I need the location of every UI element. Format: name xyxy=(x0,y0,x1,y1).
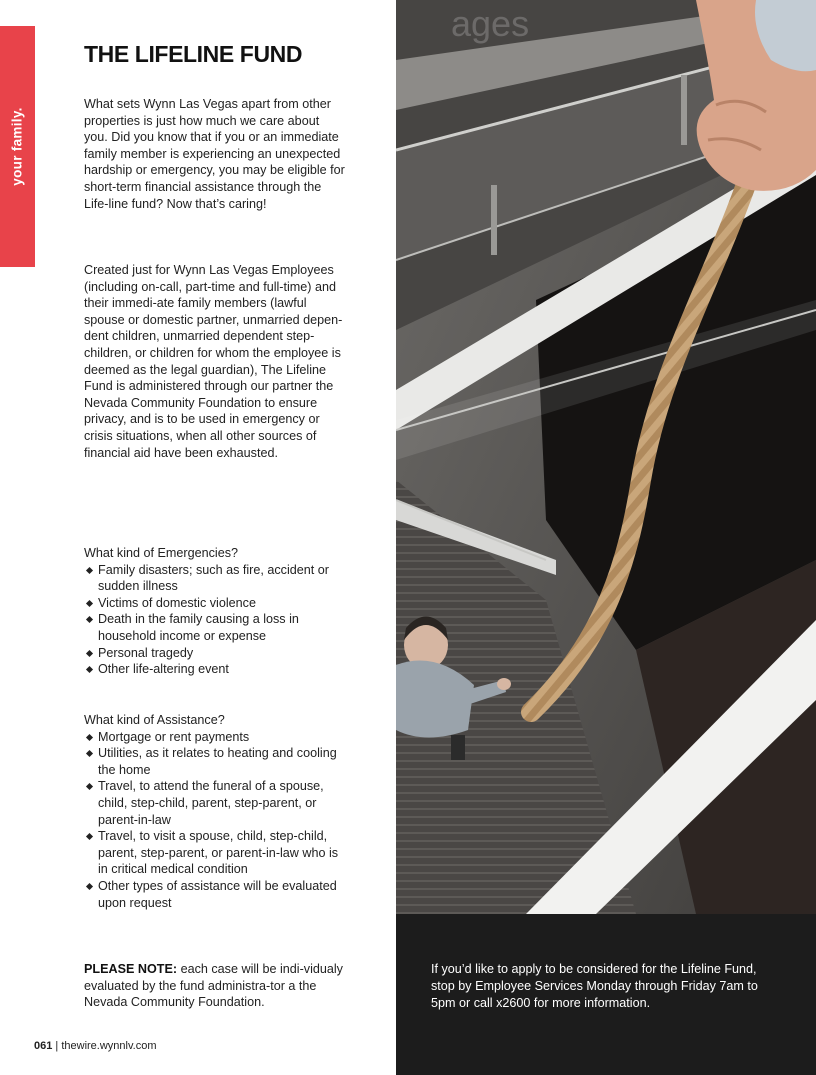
page-footer xyxy=(34,1040,157,1052)
emergencies-section xyxy=(84,545,346,678)
footer-site: thewire.wynnlv.com xyxy=(61,1040,157,1052)
list-item: Other life-altering event xyxy=(84,661,346,678)
apply-callout-text: If you’d like to apply to be considered for the Lifeline Fund, stop by Employee Services Monday through Friday 7am to 5pm or call x2600 for more information. xyxy=(431,962,758,1010)
list-item: Travel, to attend the funeral of a spouse, child, step-child, parent, step-parent, or parent-in-law xyxy=(84,778,346,828)
list-item: Personal tragedy xyxy=(84,645,346,662)
list-item: Utilities, as it relates to heating and cooling the home xyxy=(84,745,346,778)
assistance-section xyxy=(84,712,346,911)
list-item: Victims of domestic violence xyxy=(84,595,346,612)
intro-paragraph: What sets Wynn Las Vegas apart from other properties is just how much we care about you. Did you know that if you or an immediate family member is experiencing an unexpected hardship or emergency, you may be eligible for short-term financial assistance through the Life-line fund? Now that’s caring! xyxy=(84,97,345,211)
assistance-list xyxy=(84,729,346,912)
list-item: Family disasters; such as fire, accident or sudden illness xyxy=(84,562,346,595)
assistance-heading: What kind of Assistance? xyxy=(84,713,225,727)
please-note-text: each case will be indi-vidualy evaluated by the fund administra-tor a the Nevada Community Foundation. xyxy=(84,962,343,1010)
please-note xyxy=(84,961,354,1011)
list-item: Death in the family causing a loss in household income or expense xyxy=(84,611,346,644)
list-item: Mortgage or rent payments xyxy=(84,729,346,746)
photo-illustration xyxy=(396,0,816,914)
footer-separator: | xyxy=(52,1040,62,1052)
emergencies-heading: What kind of Emergencies? xyxy=(84,546,238,560)
list-item: Travel, to visit a spouse, child, step-child, parent, step-parent, or parent-in-law who is in critical medical condition xyxy=(84,828,346,878)
hero-photo xyxy=(396,0,816,914)
apply-callout xyxy=(396,914,816,1075)
list-item: Other types of assistance will be evaluated upon request xyxy=(84,878,346,911)
photo-watermark: ages xyxy=(451,3,530,44)
emergencies-list xyxy=(84,562,346,678)
page-title: THE LIFELINE FUND xyxy=(84,41,303,67)
page-number: 061 xyxy=(34,1040,53,1052)
section-tab-label: your family. xyxy=(10,107,25,186)
eligibility-paragraph: Created just for Wynn Las Vegas Employees (including on-call, part-time and full-time) and their immedi-ate family members (lawful spouse or domestic partner, unmarried depen-dent children, unmarried dependent step-children, or children for whom the employee is deemed as the legal guardian), The Lifeline Fund is administered through our partner the Nevada Community Foundation to ensure privacy, and is to be used in emergency or crisis situations, when all other sources of financial aid have been exhausted. xyxy=(84,263,343,460)
please-note-label: PLEASE NOTE: xyxy=(84,962,178,976)
section-tab xyxy=(0,26,35,267)
